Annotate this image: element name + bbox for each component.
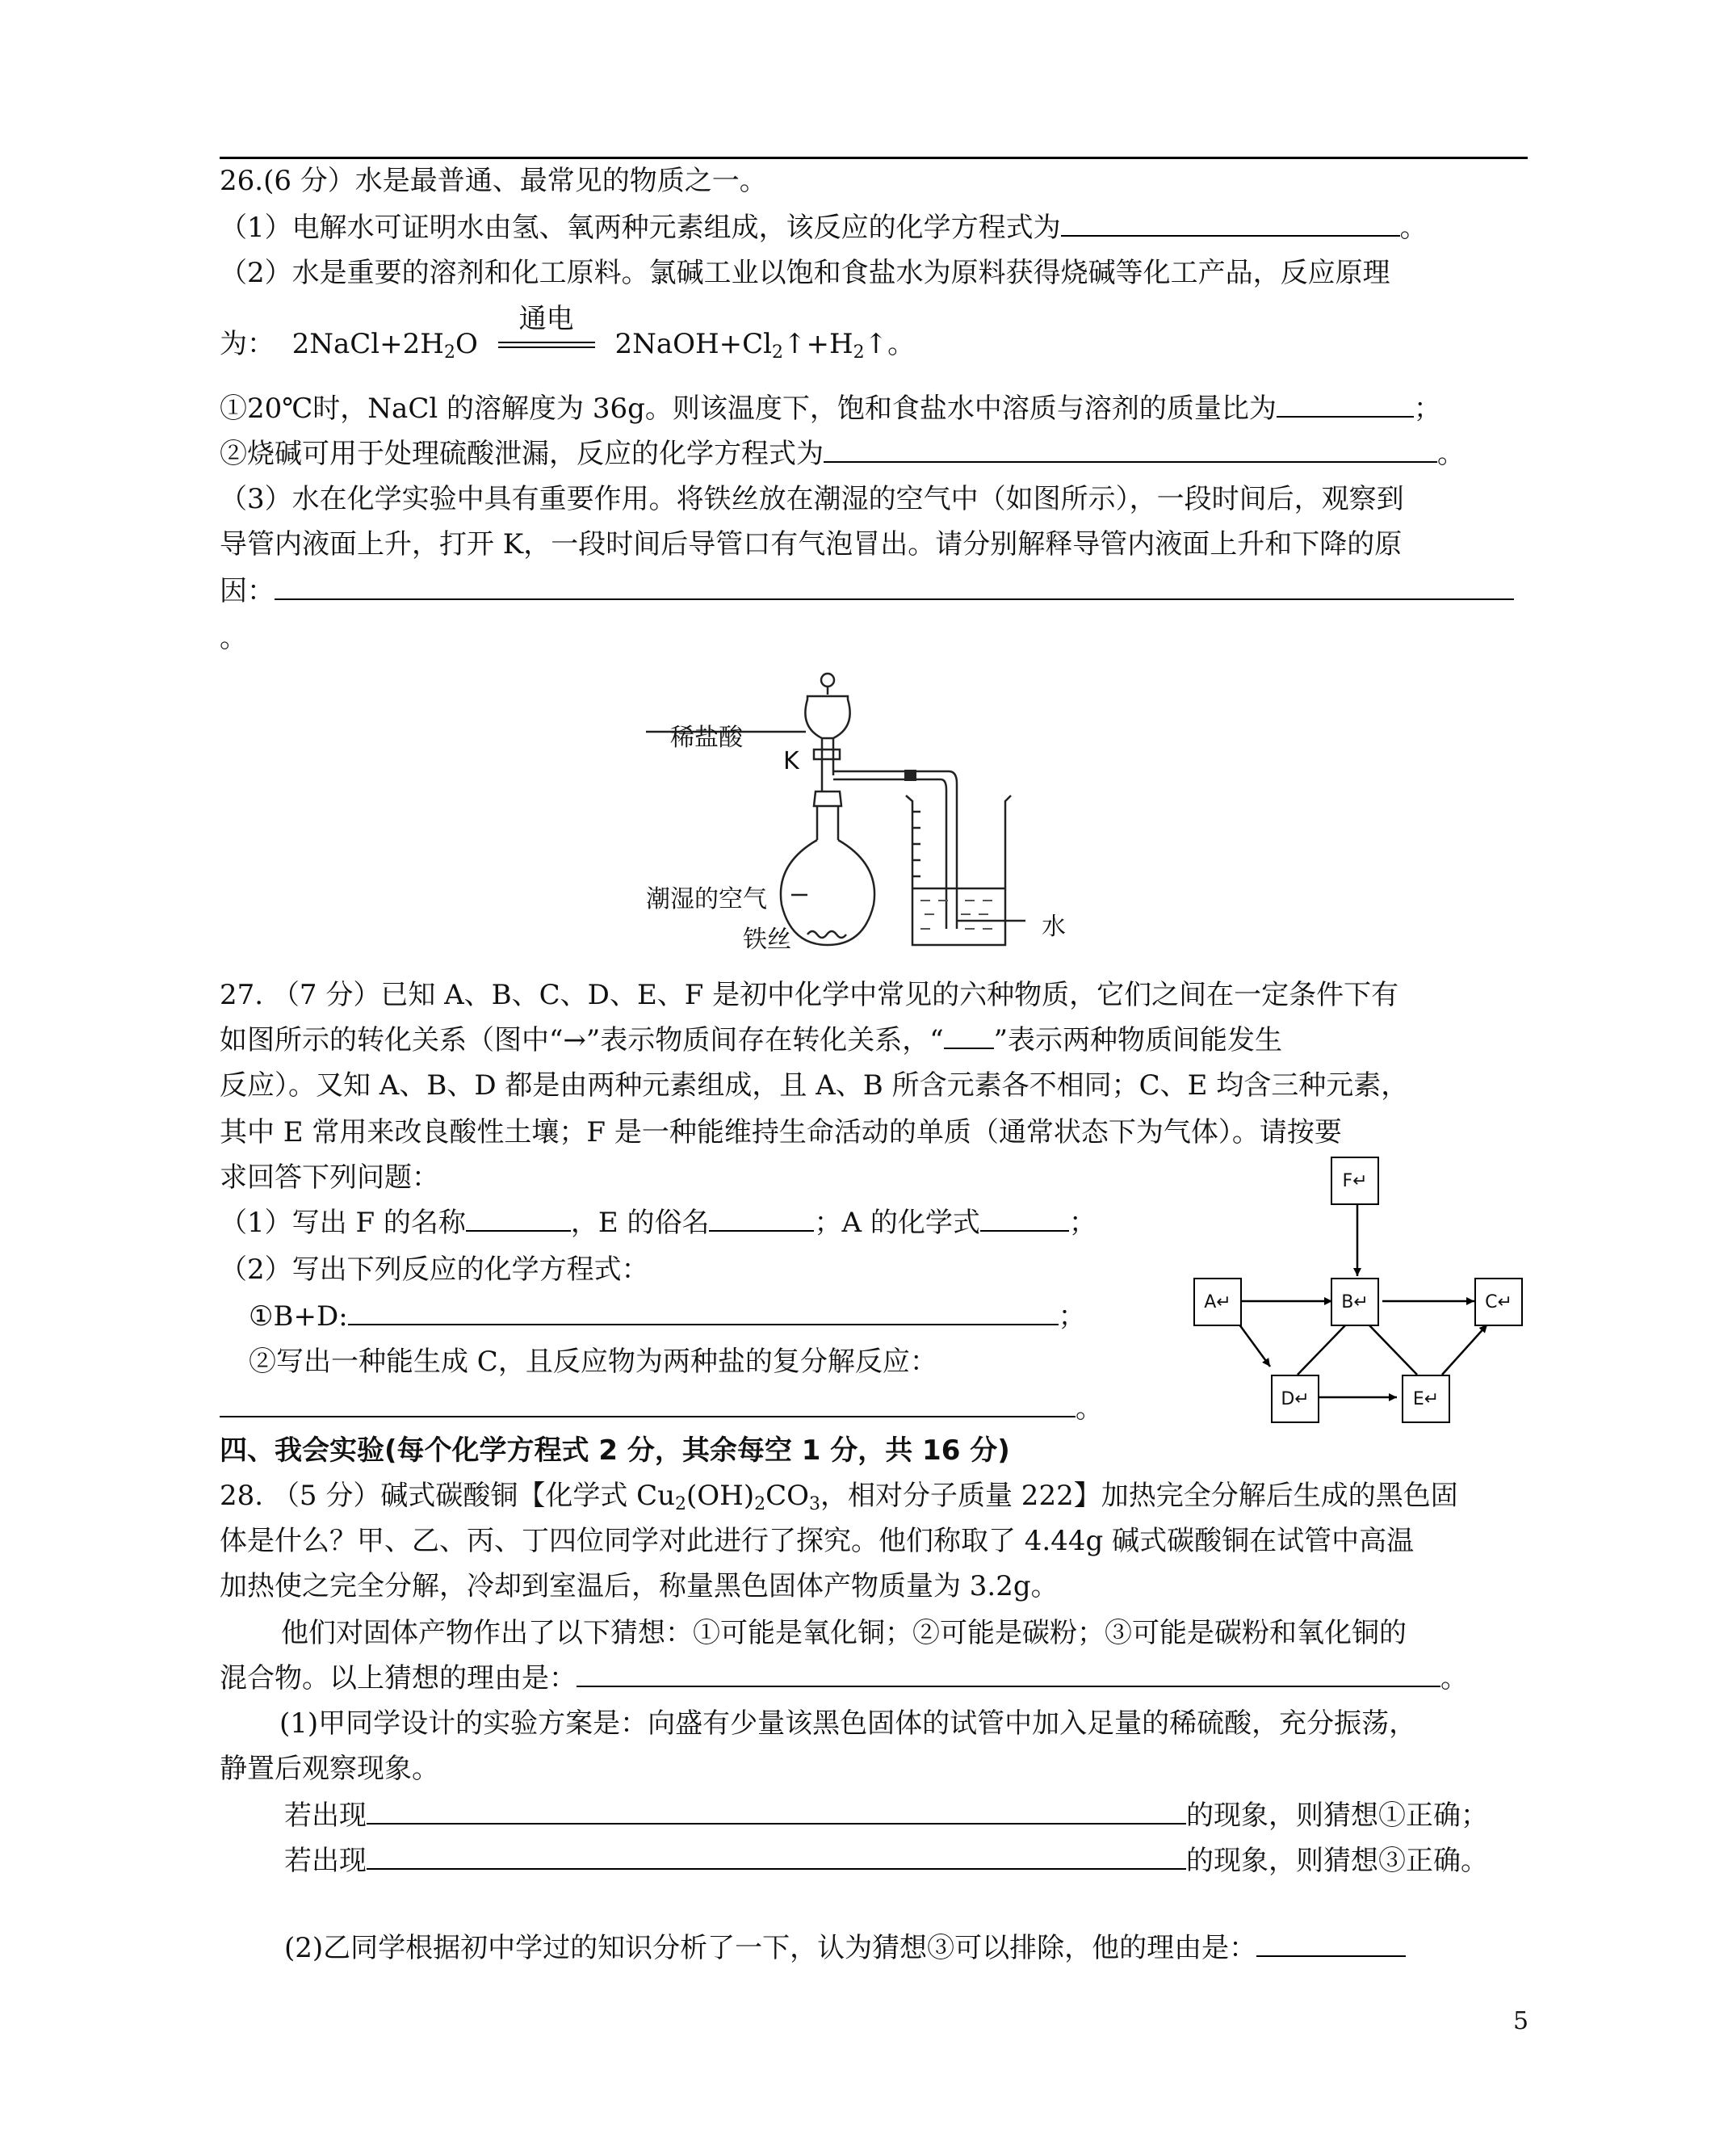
label-water: 水 bbox=[1042, 913, 1066, 941]
q27-part2: （2）写出下列反应的化学方程式： bbox=[220, 1253, 649, 1286]
q28-line1: 28. （5 分）碱式碳酸铜【化学式 $Cu_2(OH)_2CO_3$，相对分子质量 222】加热完全分解后生成的黑色固 bbox=[220, 1480, 1458, 1514]
label-dilute-hcl: 稀盐酸 bbox=[670, 724, 743, 752]
answer-blank[interactable] bbox=[1277, 392, 1414, 418]
node-b: B↵ bbox=[1331, 1278, 1379, 1326]
answer-blank[interactable] bbox=[466, 1206, 571, 1232]
q27-part2-2: ②写出一种能生成 C，且反应物为两种盐的复分解反应： bbox=[249, 1346, 937, 1378]
answer-blank[interactable] bbox=[275, 574, 1514, 600]
q28-line5: 混合物。以上猜想的理由是： 。 bbox=[220, 1662, 1468, 1694]
q28-case1: 若出现 的现象，则猜想①正确； bbox=[284, 1799, 1488, 1832]
q27-line2: 如图所示的转化关系（图中“→”表示物质间存在转化关系，“ ”表示两种物质间能发生 bbox=[220, 1024, 1283, 1056]
node-d: D↵ bbox=[1271, 1375, 1319, 1423]
answer-blank[interactable] bbox=[220, 1392, 1076, 1417]
answer-blank[interactable] bbox=[367, 1844, 1186, 1870]
answer-blank[interactable] bbox=[709, 1206, 814, 1232]
q28-line4: 他们对固体产物作出了以下猜想：①可能是氧化铜；②可能是碳粉；③可能是碳粉和氧化铜的 bbox=[281, 1617, 1407, 1649]
q26-sub2: ②烧碱可用于处理硫酸泄漏，反应的化学方程式为 。 bbox=[220, 438, 1465, 470]
reaction-condition: 通电 bbox=[498, 334, 595, 358]
q27-part2-2-answer: 。 bbox=[220, 1391, 1103, 1426]
q27-part1: （1）写出 F 的名称 ，E 的俗名 ；A 的化学式 ； bbox=[220, 1207, 1097, 1239]
reaction-line-symbol bbox=[944, 1028, 994, 1049]
q26-equation: 为： $2NaCl+2H_2O$ 通电 $2NaOH+Cl_2↑+H_2↑$。 bbox=[220, 303, 916, 363]
node-c: C↵ bbox=[1474, 1278, 1523, 1326]
answer-blank[interactable] bbox=[1256, 1931, 1406, 1957]
answer-blank[interactable] bbox=[824, 437, 1437, 463]
q28-case2: 若出现 的现象，则猜想③正确。 bbox=[284, 1845, 1488, 1877]
section-heading: 四、我会实验(每个化学方程式 2 分，其余每空 1 分，共 16 分) bbox=[220, 1434, 1010, 1467]
q26-part3-line2: 导管内液面上升，打开 K，一段时间后导管口有气泡冒出。请分别解释导管内液面上升和下降的原 bbox=[220, 528, 1403, 561]
answer-blank[interactable] bbox=[348, 1300, 1059, 1325]
answer-blank[interactable] bbox=[980, 1206, 1069, 1232]
node-a: A↵ bbox=[1193, 1278, 1242, 1326]
label-valve-k: K bbox=[783, 747, 799, 775]
node-f: F↵ bbox=[1331, 1157, 1379, 1205]
q28-part2: (2)乙同学根据初中学过的知识分析了一下，认为猜想③可以排除，他的理由是： bbox=[284, 1930, 1406, 1966]
apparatus-figure bbox=[646, 670, 1082, 961]
q27-line1: 27. （7 分）已知 A、B、C、D、E、F 是初中化学中常见的六种物质，它们之间在一定条件下有 bbox=[220, 979, 1399, 1011]
answer-blank[interactable] bbox=[367, 1799, 1186, 1825]
answer-blank[interactable] bbox=[1061, 211, 1400, 237]
q26-part3-end: 。 bbox=[220, 622, 247, 654]
q26-part3-line1: （3）水在化学实验中具有重要作用。将铁丝放在潮湿的空气中（如图所示），一段时间后，观察到 bbox=[220, 483, 1404, 515]
label-humid-air: 潮湿的空气 bbox=[646, 885, 767, 913]
q27-line5: 求回答下列问题： bbox=[220, 1161, 439, 1194]
q28-line3: 加热使之完全分解，冷却到室温后，称量黑色固体产物质量为 3.2g。 bbox=[220, 1570, 1059, 1602]
q26-sub1: ①20℃时，NaCl 的溶解度为 36g。则该温度下，饱和食盐水中溶质与溶剂的质量比为 ； bbox=[220, 393, 1441, 425]
answer-blank[interactable] bbox=[577, 1661, 1440, 1687]
q26-part3-line3: 因： bbox=[220, 573, 1514, 609]
q28-line2: 体是什么？甲、乙、丙、丁四位同学对此进行了探究。他们称取了 4.44g 碱式碳酸铜在试管中高温 bbox=[220, 1525, 1415, 1557]
header-rule bbox=[220, 157, 1528, 159]
label-iron-wire: 铁丝 bbox=[743, 926, 791, 954]
page-number: 5 bbox=[1513, 2007, 1529, 2035]
q26-part1: （1）电解水可证明水由氢、氧两种元素组成，该反应的化学方程式为 。 bbox=[220, 212, 1428, 244]
q27-line3: 反应）。又知 A、B、D 都是由两种元素组成，且 A、B 所含元素各不相同；C、E 均含三种元素， bbox=[220, 1069, 1409, 1102]
q26-title: 26.(6 分）水是最普通、最常见的物质之一。 bbox=[220, 165, 767, 197]
node-e: E↵ bbox=[1402, 1375, 1450, 1423]
q28-part1: (1)甲同学设计的实验方案是：向盛有少量该黑色固体的试管中加入足量的稀硫酸，充分振荡， bbox=[279, 1707, 1417, 1740]
q26-part2: （2）水是重要的溶剂和化工原料。氯碱工业以饱和食盐水为原料获得烧碱等化工产品，反应原理 bbox=[220, 257, 1390, 289]
q28-part1-cont: 静置后观察现象。 bbox=[220, 1753, 439, 1785]
q27-part2-1: ①B+D: ； bbox=[249, 1300, 1086, 1333]
q27-line4: 其中 E 常用来改良酸性土壤；F 是一种能维持生命活动的单质（通常状态下为气体）。请按要 bbox=[220, 1116, 1342, 1148]
